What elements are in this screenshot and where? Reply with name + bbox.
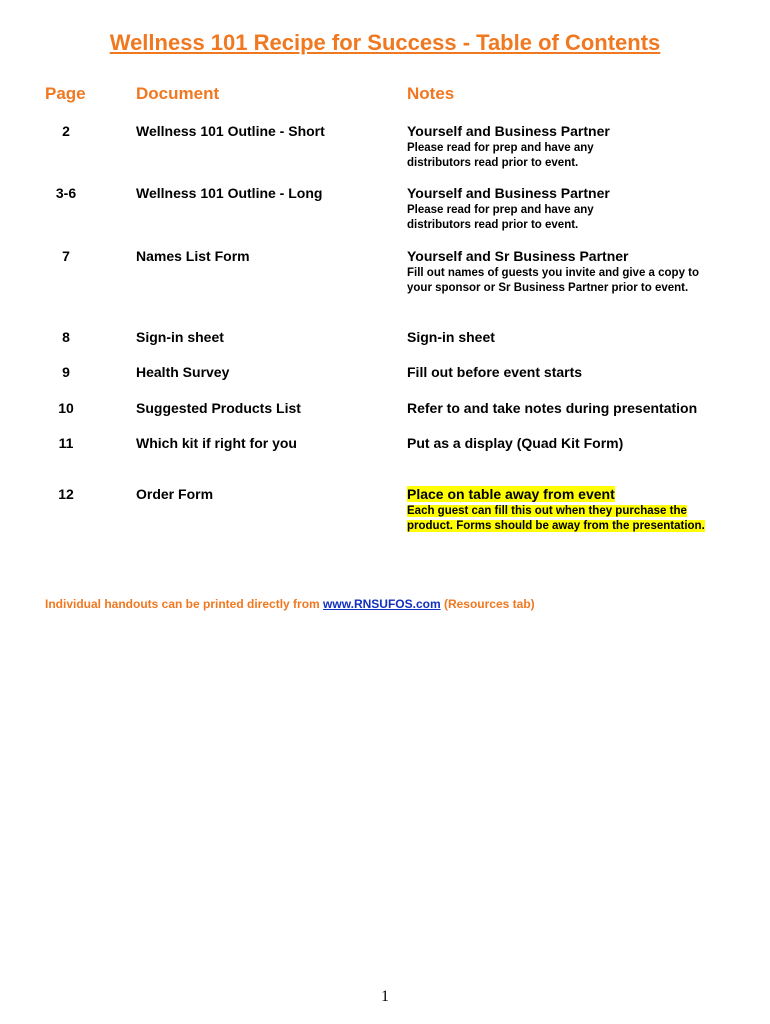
- document-title: Wellness 101 Recipe for Success - Table of Contents: [109, 30, 661, 55]
- row-notes: [407, 185, 727, 233]
- column-header-notes: Notes: [407, 84, 455, 103]
- row-document: Sign-in sheet: [136, 329, 224, 345]
- row-notes: [407, 486, 727, 534]
- note-main: Refer to and take notes during presentation: [407, 400, 698, 416]
- footer-prefix: Individual handouts can be printed directly from: [45, 597, 320, 611]
- row-notes: [407, 364, 727, 381]
- rnsufos-link[interactable]: www.RNSUFOS.com: [323, 597, 441, 611]
- note-main: Put as a display (Quad Kit Form): [407, 435, 624, 451]
- note-main: Yourself and Sr Business Partner: [407, 248, 629, 264]
- row-document: Order Form: [136, 486, 214, 502]
- highlighted-text: Each guest can fill this out when they purchase the product. Forms should be away from the presentation.: [407, 505, 705, 532]
- note-main: Sign-in sheet: [407, 329, 495, 345]
- page-number: 1: [381, 988, 389, 1005]
- row-page: 11: [58, 435, 74, 451]
- note-sub: Please read for prep and have any distributors read prior to event.: [407, 204, 594, 231]
- highlighted-text: Place on table away from event: [407, 486, 615, 502]
- row-document: Wellness 101 Outline - Short: [136, 123, 325, 139]
- row-page: 7: [62, 248, 70, 264]
- row-page: 8: [62, 329, 70, 345]
- note-main: Fill out before event starts: [407, 364, 583, 380]
- note-sub: [407, 504, 719, 534]
- row-document: Wellness 101 Outline - Long: [136, 185, 323, 201]
- row-notes: [407, 248, 727, 296]
- row-document: Names List Form: [136, 248, 250, 264]
- row-notes: [407, 329, 727, 346]
- footer-note: [45, 597, 535, 611]
- row-page: 10: [58, 400, 74, 416]
- note-main: Yourself and Business Partner: [407, 123, 610, 139]
- column-header-page: Page: [45, 84, 86, 103]
- note-sub: Fill out names of guests you invite and give a copy to your sponsor or Sr Business Partner prior to event.: [407, 267, 700, 294]
- note-main: [407, 486, 727, 503]
- row-page: 9: [62, 364, 70, 380]
- footer-suffix: (Resources tab): [443, 597, 535, 611]
- row-page: 3-6: [55, 185, 77, 201]
- note-sub: Please read for prep and have any distributors read prior to event.: [407, 142, 594, 169]
- row-notes: [407, 400, 727, 417]
- row-document: Health Survey: [136, 364, 230, 380]
- row-page: 2: [62, 123, 70, 139]
- row-document: Suggested Products List: [136, 400, 301, 416]
- row-notes: [407, 123, 727, 171]
- row-document: Which kit if right for you: [136, 435, 297, 451]
- column-header-document: Document: [136, 84, 220, 103]
- row-notes: [407, 435, 727, 452]
- row-page: 12: [58, 486, 74, 502]
- note-main: Yourself and Business Partner: [407, 185, 610, 201]
